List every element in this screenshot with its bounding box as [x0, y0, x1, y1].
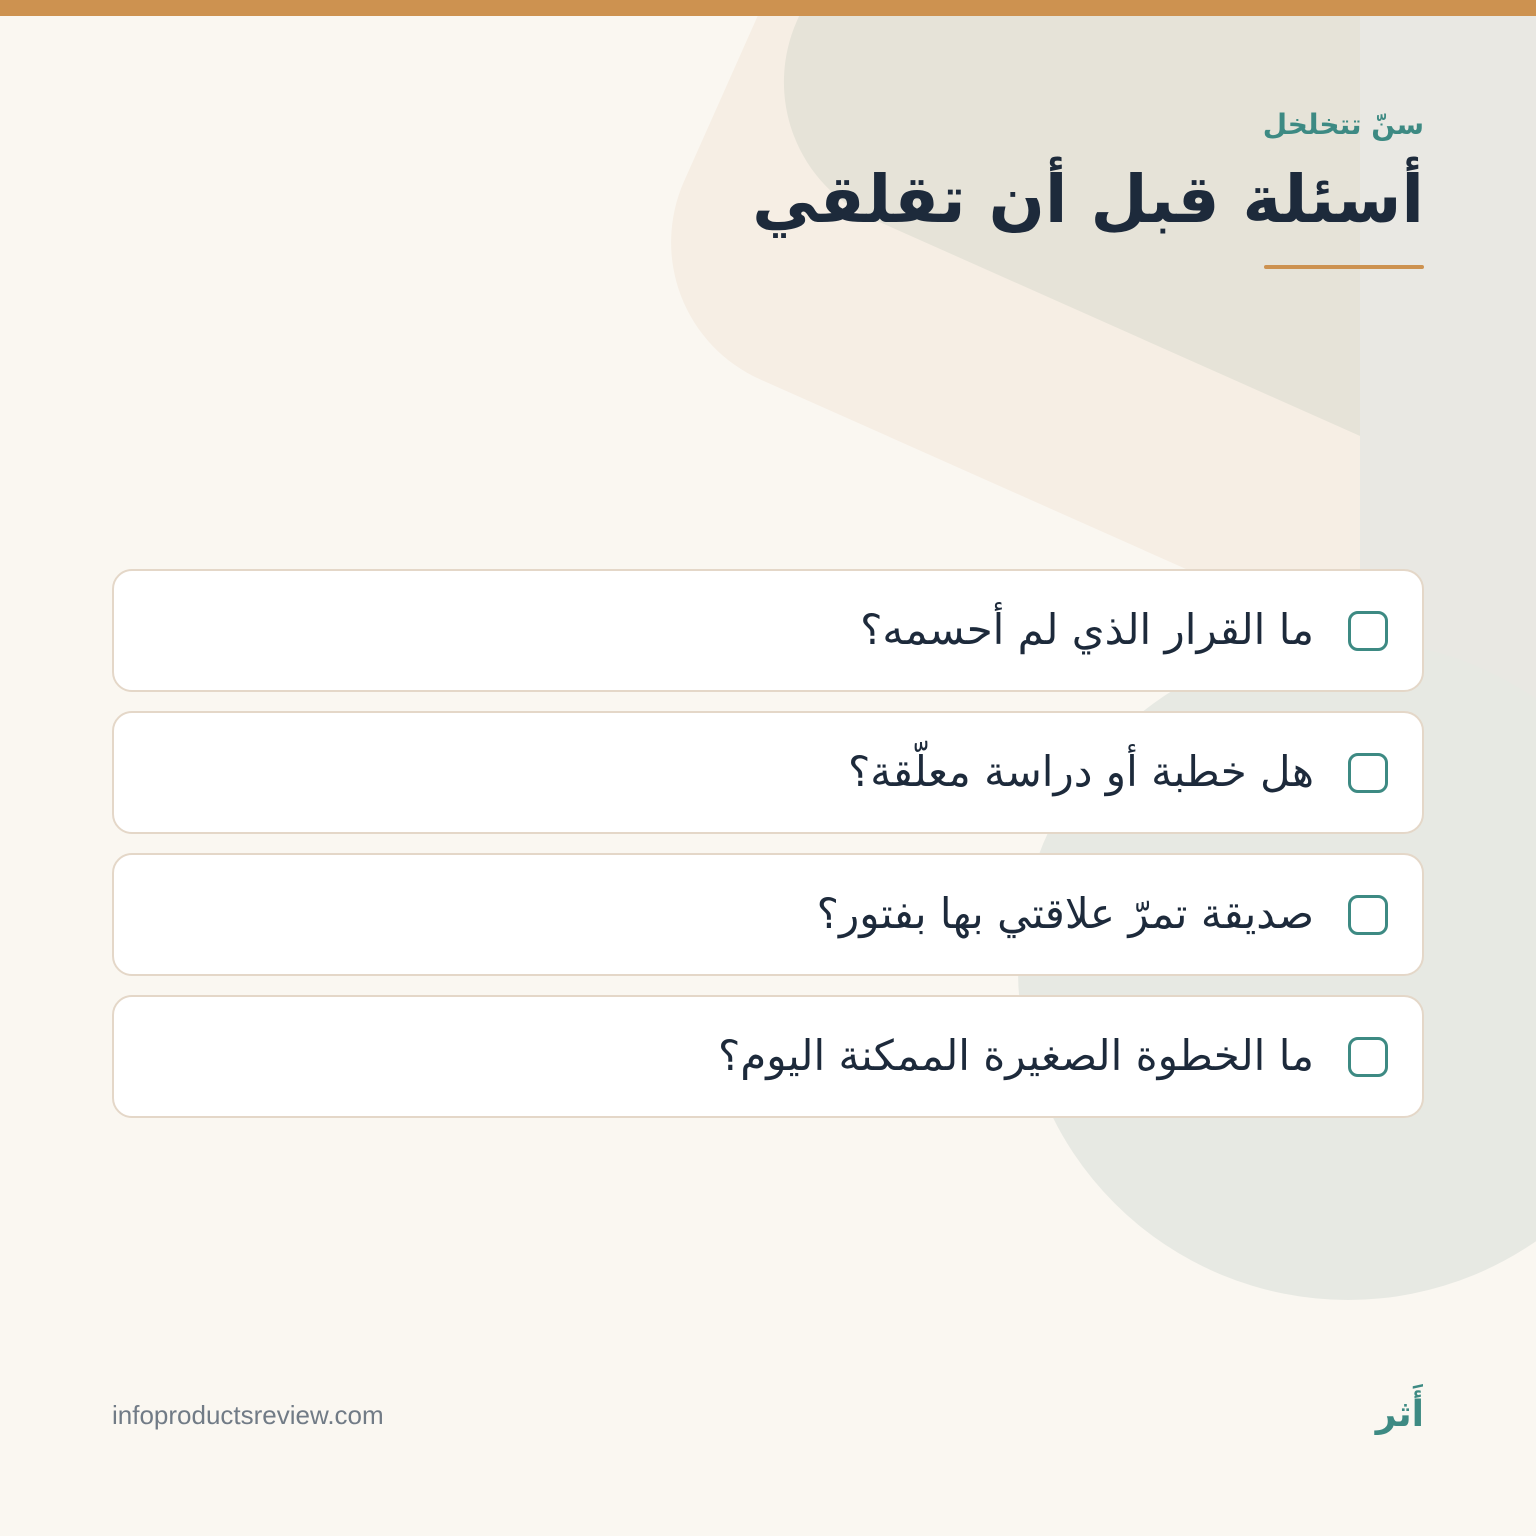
eyebrow-label: سنّ تتخلخل: [1262, 108, 1424, 141]
footer-url: infoproductsreview.com: [112, 1400, 384, 1430]
checkbox-icon[interactable]: [1348, 753, 1388, 793]
top-accent-bar: [0, 0, 1536, 16]
checklist-item-label: ما الخطوة الصغيرة الممكنة اليوم؟: [718, 1031, 1314, 1081]
checklist-item-label: صديقة تمرّ علاقتي بها بفتور؟: [816, 889, 1314, 939]
page-title: أسئلة قبل أن تقلقي: [752, 160, 1424, 238]
checklist-item-label: ما القرار الذي لم أحسمه؟: [860, 605, 1314, 655]
checkbox-icon[interactable]: [1348, 611, 1388, 651]
checklist-item[interactable]: [112, 569, 1424, 692]
checklist: [112, 569, 1424, 1137]
checklist-item[interactable]: [112, 711, 1424, 834]
title-divider: [1264, 265, 1424, 269]
checkbox-icon[interactable]: [1348, 895, 1388, 935]
checkbox-icon[interactable]: [1348, 1037, 1388, 1077]
checklist-item[interactable]: [112, 995, 1424, 1118]
brand-logo: أَثر: [1375, 1394, 1424, 1435]
page-header: [524, 108, 1424, 269]
checklist-item[interactable]: [112, 853, 1424, 976]
checklist-item-label: هل خطبة أو دراسة معلّقة؟: [848, 747, 1314, 797]
